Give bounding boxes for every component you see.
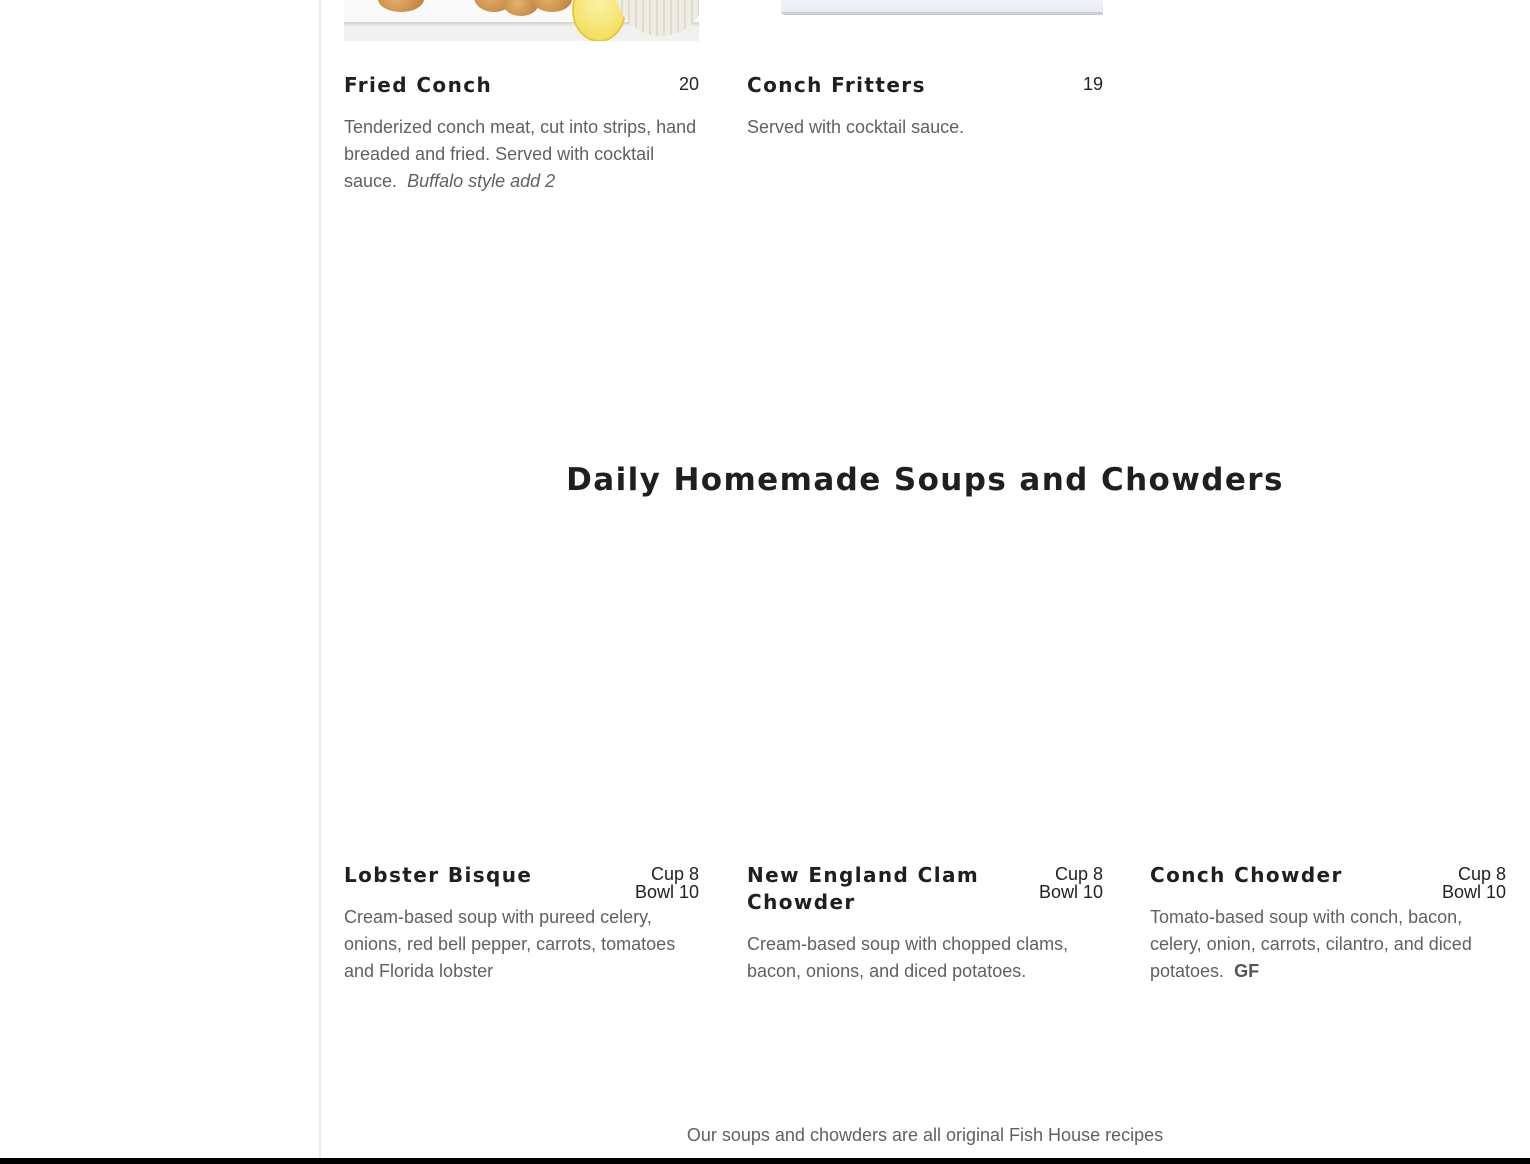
price-cup: Cup 8 [1054,864,1103,884]
item-description [344,904,699,985]
bottom-bar [0,1158,1530,1164]
price-cup: Cup 8 [1457,864,1506,884]
item-name: Fried Conch [344,73,493,97]
menu-item-new-england-clam-chowder [747,862,1103,985]
menu-item-fried-conch [344,72,699,195]
item-price [679,75,699,93]
description-text: Cream-based soup with chopped clams, bacon, onions, and diced potatoes. [747,934,1069,981]
gluten-free-tag: GF [1234,961,1260,981]
fried-conch-photo [344,0,699,41]
item-name: New England Clam Chowder [747,863,980,914]
item-name: Lobster Bisque [344,863,533,887]
price-value: 20 [678,74,699,94]
item-price [635,865,699,901]
item-description [344,114,699,195]
item-description [747,931,1103,985]
price-value: 19 [1082,74,1103,94]
price-bowl: Bowl 10 [1441,882,1506,902]
item-price [1083,75,1103,93]
description-text: Tenderized conch meat, cut into strips, hand breaded and fried. Served with cocktail sauce. [344,117,697,191]
item-price [1039,865,1103,901]
menu-item-conch-fritters [747,72,1103,141]
item-price [1442,865,1506,901]
menu-item-lobster-bisque [344,862,699,985]
item-name: Conch Fritters [747,73,926,97]
price-bowl: Bowl 10 [1038,882,1103,902]
price-cup: Cup 8 [650,864,699,884]
price-bowl: Bowl 10 [634,882,699,902]
sidebar-divider [319,0,321,1158]
item-description [747,114,1103,141]
description-text: Cream-based soup with pureed celery, onions, red bell pepper, carrots, tomatoes and Florida lobster [344,907,676,981]
item-note: Buffalo style add 2 [407,171,556,191]
description-text: Served with cocktail sauce. [747,117,965,137]
section-title: Daily Homemade Soups and Chowders [566,462,1284,498]
description-text: Tomato-based soup with conch, bacon, celery, onion, carrots, cilantro, and diced potatoes. [1150,907,1472,981]
menu-item-conch-chowder [1150,862,1506,985]
conch-fritters-photo [747,0,1103,22]
item-description [1150,904,1506,985]
item-name: Conch Chowder [1150,863,1343,887]
soups-footnote: Our soups and chowders are all original Fish House recipes [686,1125,1164,1145]
